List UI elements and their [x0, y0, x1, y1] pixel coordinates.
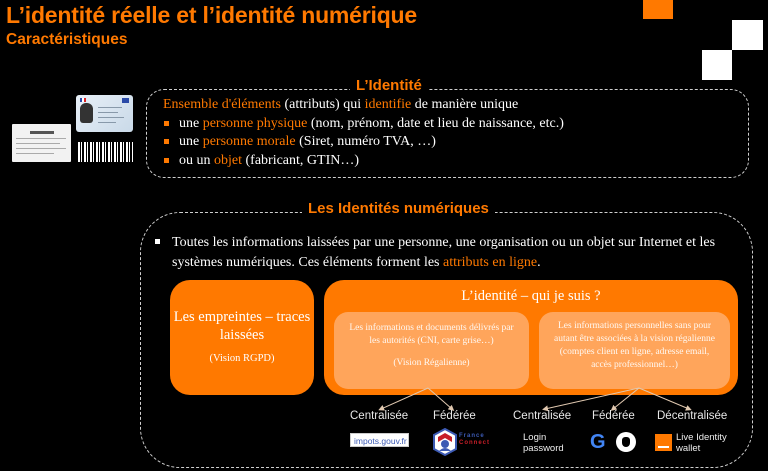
orange-logo-icon — [655, 434, 672, 451]
identite-heading: L’Identité — [350, 77, 428, 94]
page-subtitle: Caractéristiques — [6, 31, 128, 48]
qui-je-suis-box: L’identité – qui je suis ? Les informations et documents délivrés par les autorités (CNI, carte grise…) (Vision Régalienne) Les informations personnelles sans pour autant être associées à la vision régalienne (comptes client en ligne, adresse email, accès professionnel…) — [324, 280, 738, 395]
type-federee: Fédérée — [433, 410, 476, 422]
list-item: une personne morale (Siret, numéro TVA, …) — [163, 133, 564, 152]
live-identity-wallet-label: Live Identity wallet — [676, 432, 727, 454]
franceconnect-icon — [432, 428, 458, 456]
personal-info-box: Les informations personnelles sans pour autant être associées à la vision régalienne (comptes client en ligne, adresse email, accès professionnel…) — [539, 312, 730, 389]
impots-gouv-logo: impots.gouv.fr — [350, 433, 409, 447]
type-decentralisee: Décentralisée — [657, 410, 728, 422]
type-centralisee: Centralisée — [350, 410, 409, 422]
numeriques-heading: Les Identités numériques — [302, 200, 495, 217]
page-title: L’identité réelle et l’identité numérique — [6, 2, 417, 28]
list-item: une personne physique (nom, prénom, date et lieu de naissance, etc.) — [163, 115, 564, 134]
login-password-label: Login password — [523, 432, 564, 454]
type-centralisee: Centralisée — [513, 410, 572, 422]
type-federee: Fédérée — [592, 410, 635, 422]
empreintes-box: Les empreintes – traces laissées (Vision RGPD) — [170, 280, 314, 395]
list-item: ou un objet (fabricant, GTIN…) — [163, 152, 564, 171]
numeriques-definition: Toutes les informations laissées par une personne, une organisation ou un objet sur Internet et les systèmes numériques. Ces éléments forment les attributs en ligne. — [155, 233, 735, 273]
apple-icon — [616, 432, 636, 452]
franceconnect-text: France Connect — [459, 433, 490, 446]
identite-intro: Ensemble d'éléments (attributs) qui identifie de manière unique — [163, 97, 519, 112]
regalienne-box: Les informations et documents délivrés par les autorités (CNI, carte grise…) (Vision Régalienne) — [334, 312, 529, 389]
google-icon: G — [590, 431, 606, 453]
